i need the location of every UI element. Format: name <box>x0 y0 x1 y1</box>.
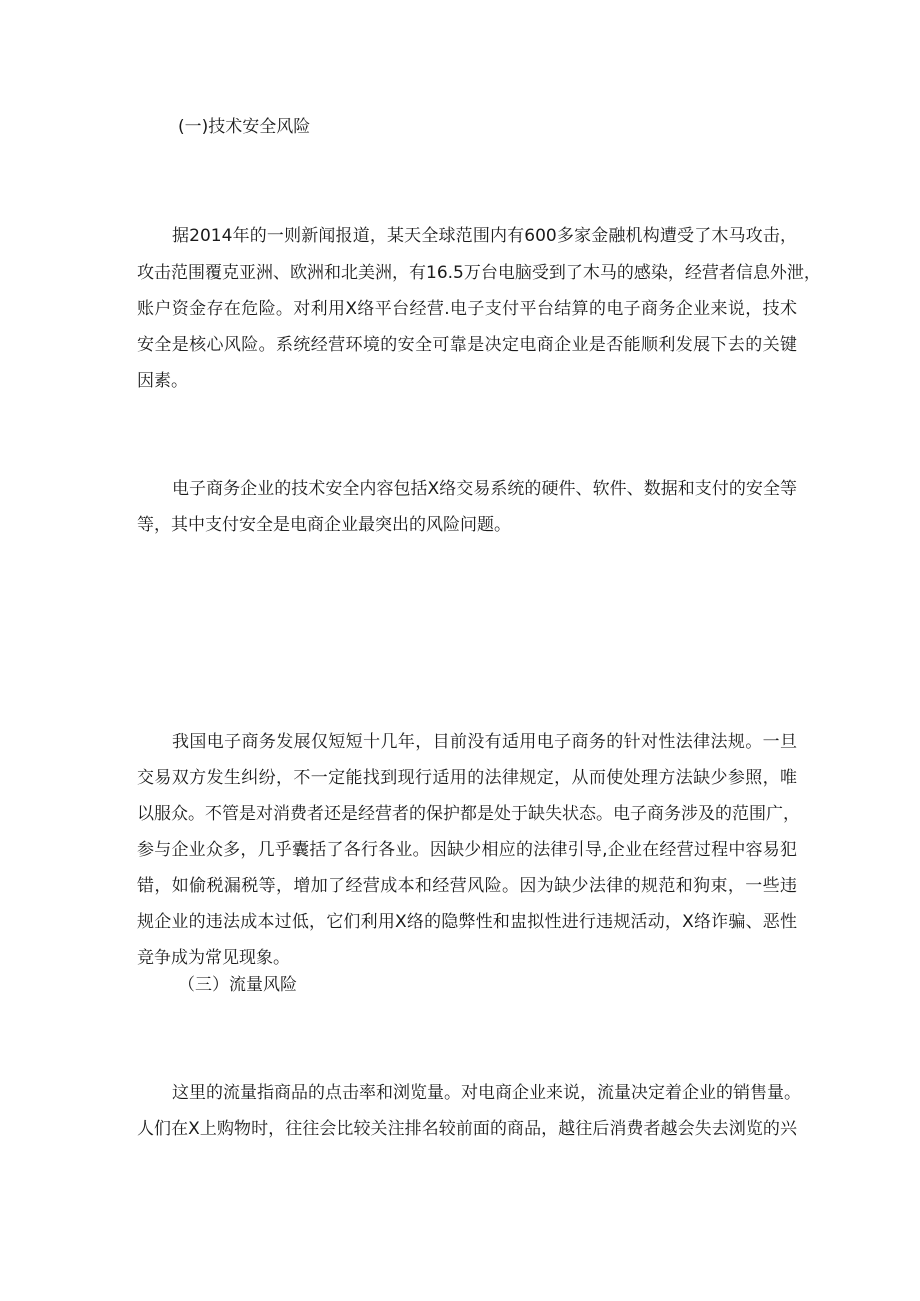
paragraph-line: 我国电子商务发展仅短短十几年，目前没有适用电子商务的针对性法律法规。一旦 <box>172 732 797 752</box>
paragraph-line: 安全是核心风险。系统经营环境的安全可靠是决定电商企业是否能顺利发展下去的关键 <box>137 335 797 355</box>
paragraph-line: 参与企业众多，几乎囊括了各行各业。因缺少相应的法律引导,企业在经营过程中容易犯 <box>137 840 797 860</box>
paragraph-line: 人们在X上购物时，往往会比较关注排名较前面的商品，越往后消费者越会失去浏览的兴 <box>137 1119 797 1139</box>
paragraph-line: 规企业的违法成本过低，它们利用X络的隐弊性和盅拟性进行违规活动，X络诈骗、恶性 <box>137 912 797 932</box>
paragraph-line: 据2014年的一则新闻报道，某天全球范围内有600多家金融机构遭受了木马攻击， <box>172 226 797 246</box>
paragraph-line: 错，如偷税漏税等，增加了经营成本和经营风险。因为缺少法律的规范和狗束，一些违 <box>137 876 797 896</box>
section-heading-traffic-risk: （三）流量风险 <box>178 975 297 995</box>
paragraph-line: 以服众。不管是对消费者还是经营者的保护都是处于缺失状态。电子商务涉及的范围广， <box>137 804 800 824</box>
paragraph-line: 等，其中支付安全是电商企业最突出的风险问题。 <box>137 515 511 535</box>
paragraph-line: 攻击范围覆克亚洲、欧洲和北美洲，有16.5万台电脑受到了木马的感染，经营者信息外泄， <box>137 263 821 283</box>
paragraph-line: 因素。 <box>137 371 188 391</box>
paragraph-line: 这里的流量指商品的点击率和浏览量。对电商企业来说，流量决定着企业的销售量。 <box>172 1083 801 1103</box>
section-heading-tech-security: (一)技术安全风险 <box>178 117 311 137</box>
paragraph-line: 竞争成为常见现象。 <box>137 948 290 968</box>
paragraph-line: 账户资金存在危险。对利用X络平台经营.电子支付平台结算的电子商务企业来说，技术 <box>137 299 797 319</box>
paragraph-line: 交易双方发生纠纷，不一定能找到现行适用的法律规定，从而使处理方法缺少参照，唯 <box>137 768 797 788</box>
paragraph-line: 电子商务企业的技术安全内容包括X络交易系统的硬件、软件、数据和支付的安全等 <box>172 479 797 499</box>
